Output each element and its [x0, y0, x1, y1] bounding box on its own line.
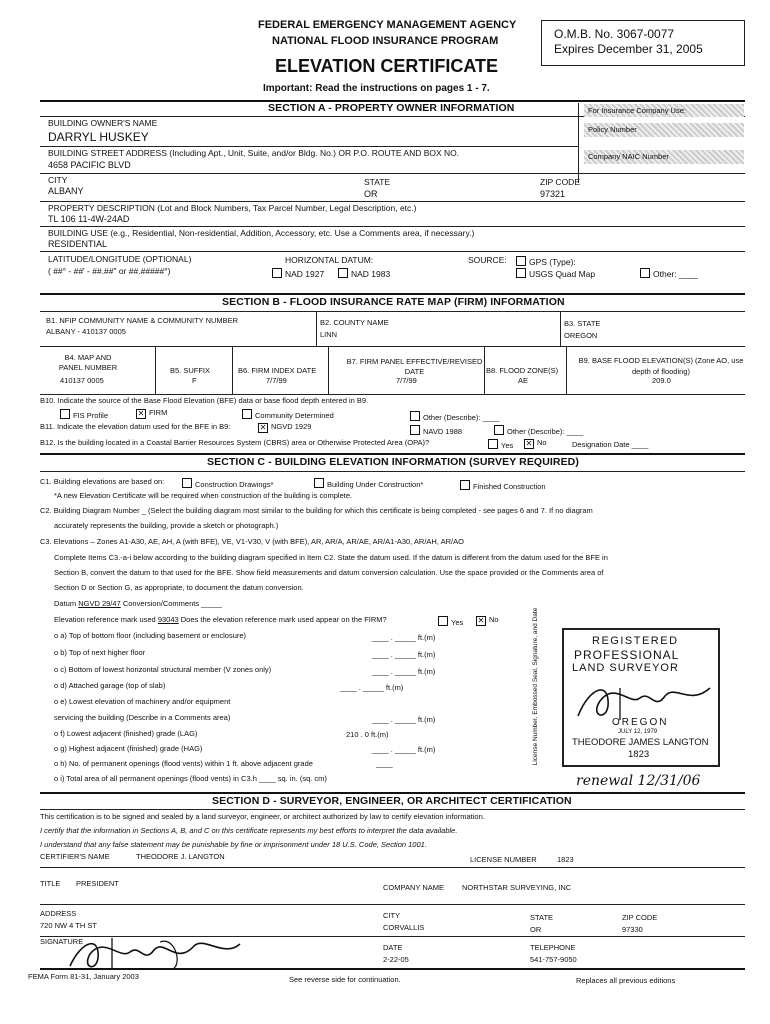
c3-item-f-value[interactable]: 210 . 0 ft.(m) — [346, 730, 389, 739]
b9-label: B9. BASE FLOOD ELEVATION(S) (Zone AO, use depth of flooding) — [578, 356, 744, 376]
omb-number: O.M.B. No. 3067-0077 — [554, 27, 675, 41]
b8-label: B8. FLOOD ZONE(S) — [486, 366, 559, 375]
ngvd-label: NGVD 1929 — [271, 422, 312, 431]
refmark-yes[interactable] — [438, 616, 463, 627]
b12-no-label: No — [537, 438, 547, 447]
section-b-heading: SECTION B - FLOOD INSURANCE RATE MAP (FIRM) INFORMATION — [222, 296, 565, 308]
city-label: CITY — [48, 175, 68, 185]
c2-line2: accurately represents the building, provide a sketch or photograph.) — [54, 521, 279, 530]
usgs-label: USGS Quad Map — [529, 269, 596, 279]
refmark-line — [54, 616, 387, 624]
nad1927-option[interactable] — [272, 268, 324, 279]
latlong-label: LATITUDE/LONGITUDE (OPTIONAL) — [48, 254, 192, 264]
omb-expires: Expires December 31, 2005 — [554, 42, 703, 56]
navd-label: NAVD 1988 — [423, 427, 463, 436]
b11-label: B11. Indicate the elevation datum used for the BFE in B9: — [40, 422, 231, 431]
designation-date: Designation Date ____ — [572, 440, 649, 449]
state-value[interactable]: OR — [364, 189, 378, 199]
usgs-option[interactable] — [516, 268, 595, 279]
c3-item-a: o a) Top of bottom floor (including basement or enclosure) — [54, 631, 247, 640]
under-construction-option[interactable] — [314, 478, 423, 489]
b6-value[interactable]: 7/7/99 — [266, 376, 287, 385]
finished-construction-label: Finished Construction — [473, 482, 546, 491]
b4-label: B4. MAP AND PANEL NUMBER — [58, 353, 118, 372]
c3-label: C3. Elevations – Zones A1-A30, AE, AH, A (with BFE), VE, V1-V30, V (with BFE), AR, AR/A, AR/AE, AR/A1-A30, AR/AH, AR/AO — [40, 537, 464, 546]
building-use-value[interactable]: RESIDENTIAL — [48, 239, 108, 249]
refmark-value[interactable]: 93043 — [157, 615, 179, 624]
datum-value[interactable]: NGVD 29/47 — [78, 599, 121, 608]
insurance-use-label: For Insurance Company Use: — [588, 106, 686, 115]
b12-no[interactable]: ✕ No — [525, 438, 547, 448]
program-name: NATIONAL FLOOD INSURANCE PROGRAM — [272, 35, 499, 47]
stamp-state: OREGON — [612, 717, 669, 728]
datum-label: Datum — [54, 599, 77, 608]
signature-label: SIGNATURE — [40, 937, 84, 946]
c3-item-g-value[interactable]: ____ . _____ ft.(m) — [372, 745, 436, 754]
stamp-name: THEODORE JAMES LANGTON — [572, 737, 709, 748]
c3-item-e2: servicing the building (Describe in a Comments area) — [54, 713, 231, 722]
c3-item-c-value[interactable]: ____ . _____ ft.(m) — [372, 667, 436, 676]
b9-value[interactable]: 209.0 — [652, 376, 671, 385]
address-label: ADDRESS — [40, 909, 77, 918]
surveyor-stamp — [562, 628, 720, 767]
nad1983-option[interactable] — [338, 268, 390, 279]
firm-option[interactable]: ✕ FIRM — [137, 408, 168, 418]
c3-item-h-value[interactable]: ____ — [376, 759, 393, 768]
c3-item-f: o f) Lowest adjacent (finished) grade (LAG) — [54, 729, 198, 738]
agency-name: FEDERAL EMERGENCY MANAGEMENT AGENCY — [258, 19, 517, 31]
construction-drawings-option[interactable] — [182, 478, 273, 489]
c2-line1: C2. Building Diagram Number _ (Select the building diagram most similar to the building for which this certificate is being completed - see pages 6 and 7. If no diagram — [40, 506, 593, 515]
instructions-note: Important: Read the instructions on pages 1 - 7. — [263, 83, 490, 94]
c3-line-c: Section D or Section G, as appropriate, to document the datum conversion. — [54, 583, 304, 592]
c3-item-a-value[interactable]: ____ . _____ ft.(m) — [372, 633, 436, 642]
policy-number-label: Policy Number — [588, 125, 637, 134]
company-label: COMPANY NAME — [383, 883, 444, 892]
refmark-label: Elevation reference mark used — [54, 615, 156, 624]
d-date-label: DATE — [383, 943, 403, 952]
b7-label: B7. FIRM PANEL EFFECTIVE/REVISED DATE — [346, 357, 483, 376]
source-label: SOURCE: — [468, 255, 507, 265]
c1-note: *A new Elevation Certificate will be required when construction of the building is complete. — [54, 491, 353, 500]
owner-value[interactable]: DARRYL HUSKEY — [48, 130, 149, 144]
ngvd-option[interactable]: ✕ NGVD 1929 — [259, 422, 312, 432]
c3-item-i: o i) Total area of all permanent openings (flood vents) in C3.h ____ sq. in. (sq. cm) — [54, 774, 327, 783]
state-label: STATE — [364, 177, 391, 187]
reverse-note: See reverse side for continuation. — [289, 975, 401, 984]
b8-value[interactable]: AE — [518, 376, 529, 385]
gps-option[interactable] — [516, 256, 576, 267]
b12-yes-label: Yes — [501, 441, 514, 450]
street-value[interactable]: 4658 PACIFIC BLVD — [48, 160, 131, 170]
b12-label: B12. Is the building located in a Coastal Barrier Resources System (CBRS) area or Otherwise Protected Area (OPA)? — [40, 438, 430, 447]
b7-value[interactable]: 7/7/99 — [396, 376, 417, 385]
phone-value[interactable]: 541-757-9050 — [530, 955, 577, 964]
cert-line-1: This certification is to be signed and sealed by a land surveyor, engineer, or architect authorized by law to certify elevation information. — [40, 812, 485, 821]
c3-item-b-value[interactable]: ____ . _____ ft.(m) — [372, 650, 436, 659]
c1-label: C1. Building elevations are based on: — [40, 477, 165, 486]
firm-label: FIRM — [149, 408, 168, 417]
fis-label: FIS Profile — [73, 411, 109, 420]
seal-side-label: License Number, Embossed Seal, Signature, and Date — [531, 607, 539, 766]
fis-option[interactable] — [60, 409, 108, 420]
refmark-no-label: No — [489, 615, 499, 624]
section-c-heading: SECTION C - BUILDING ELEVATION INFORMATION (SURVEY REQUIRED) — [207, 456, 579, 468]
under-construction-label: Building Under Construction* — [327, 480, 424, 489]
d-date-value[interactable]: 2-22-05 — [383, 955, 409, 964]
b2-value[interactable]: LINN — [320, 330, 338, 339]
conversion-label: Conversion/Comments — [122, 599, 200, 608]
c3-item-e-value[interactable]: ____ . _____ ft.(m) — [372, 715, 436, 724]
c3-item-e: o e) Lowest elevation of machinery and/or equipment — [54, 697, 231, 706]
policy-number-box[interactable] — [584, 123, 744, 137]
latlong-format: ( ##° - ##' - ##.##" or ##.#####°) — [48, 266, 171, 276]
cert-line-3: I understand that any false statement may be punishable by fine or imprisonment under 18 U.S. Code, Section 1001. — [40, 840, 427, 849]
c3-item-h: o h) No. of permanent openings (flood vents) within 1 ft. above adjacent grade — [54, 759, 313, 768]
address-value[interactable]: 720 NW 4 TH ST — [40, 921, 97, 930]
d-state-label: STATE — [530, 913, 554, 922]
nad1927-label: NAD 1927 — [285, 269, 325, 279]
b3-value[interactable]: OREGON — [564, 331, 598, 340]
stamp-land-surveyor: LAND SURVEYOR — [572, 662, 679, 674]
stamp-professional: PROFESSIONAL — [574, 648, 680, 662]
seal-side-label-box — [530, 607, 542, 766]
license-label: LICENSE NUMBER — [470, 855, 537, 864]
form-number: FEMA Form 81-31, January 2003 — [28, 972, 139, 981]
phone-label: TELEPHONE — [530, 943, 576, 952]
b5-label: B5. SUFFIX — [170, 366, 211, 375]
b10-label: B10. Indicate the source of the Base Flood Elevation (BFE) data or base flood depth entered in B9. — [40, 396, 369, 405]
d-state-value[interactable]: OR — [530, 925, 542, 934]
navd-option[interactable] — [410, 425, 462, 436]
refmark-question: Does the elevation reference mark used appear on the FIRM? — [180, 615, 387, 624]
community-label: Community Determined — [255, 411, 334, 420]
c3-item-g: o g) Highest adjacent (finished) grade (HAG) — [54, 744, 203, 753]
finished-construction-option[interactable] — [460, 480, 546, 491]
nad1983-label: NAD 1983 — [351, 269, 391, 279]
other-source-label: Other: — [653, 269, 677, 279]
b6-label: B6. FIRM INDEX DATE — [238, 366, 317, 375]
title-value[interactable]: PRESIDENT — [76, 879, 119, 888]
gps-label: GPS (Type): — [529, 257, 576, 267]
building-use-label: BUILDING USE (e.g., Residential, Non-residential, Addition, Accessory, etc. Use a Comments area, if necessary.) — [48, 228, 475, 238]
c3-line-a: Complete Items C3.-a-i below according to the building diagram specified in Item C2. State the datum used. If the datum is different from the datum used for the BFE in — [54, 553, 608, 562]
d-city-label: CITY — [383, 911, 401, 920]
zip-label: ZIP CODE — [540, 177, 580, 187]
company-value[interactable]: NORTHSTAR SURVEYING, INC — [462, 883, 572, 892]
community-option[interactable] — [242, 409, 334, 420]
stamp-number: 1823 — [628, 749, 650, 760]
other-describe-label: Other (Describe): — [423, 413, 481, 422]
c3-item-d-value[interactable]: ____ . _____ ft.(m) — [340, 683, 404, 692]
renewal-note: renewal 12/31/06 — [576, 773, 701, 789]
c3-line-b: Section B, convert the datum to that used for the BFE. Show field measurements and datum conversion calculation. Use the space provided or the Comments area of — [54, 568, 604, 577]
property-value[interactable]: TL 106 11-4W-24AD — [48, 214, 130, 224]
license-value[interactable]: 1823 — [557, 855, 574, 864]
omb-box — [541, 20, 745, 66]
datum-line: Datum NGVD 29/47 Conversion/Comments _____ — [54, 599, 223, 608]
stamp-registered: REGISTERED — [592, 635, 679, 647]
naic-number-box[interactable] — [584, 150, 744, 164]
refmark-yes-label: Yes — [451, 618, 464, 627]
b3-label: B3. STATE — [564, 319, 601, 328]
insurance-use-box — [584, 104, 744, 117]
stamp-date: JULY 12, 1979 — [618, 729, 658, 735]
certifier-label: CERTIFIER'S NAME — [40, 852, 110, 861]
d-city-value[interactable]: CORVALLIS — [383, 923, 425, 932]
other-describe-option[interactable]: Other (Describe): ____ — [410, 411, 499, 422]
d-zip-label: ZIP CODE — [622, 913, 658, 922]
other-source-option[interactable]: Other: ____ — [640, 268, 698, 279]
naic-number-label: Company NAIC Number — [588, 152, 669, 161]
c3-item-c: o c) Bottom of lowest horizontal structural member (V zones only) — [54, 665, 272, 674]
page-title: ELEVATION CERTIFICATE — [275, 56, 498, 76]
certifier-value[interactable]: THEODORE J. LANGTON — [136, 852, 225, 861]
street-label: BUILDING STREET ADDRESS (Including Apt., Unit, Suite, and/or Bldg. No.) OR P.O. ROUTE AND BOX NO. — [48, 148, 460, 158]
c3-item-d: o d) Attached garage (top of slab) — [54, 681, 166, 690]
b12-yes[interactable] — [488, 439, 513, 450]
cert-line-2: I certify that the information in Sections A, B, and C on this certificate represents my best efforts to interpret the data available. — [40, 826, 458, 835]
b5-value[interactable]: F — [192, 376, 197, 385]
zip-value[interactable]: 97321 — [540, 189, 566, 199]
d-zip-value[interactable]: 97330 — [622, 925, 643, 934]
section-d-heading: SECTION D - SURVEYOR, ENGINEER, OR ARCHITECT CERTIFICATION — [212, 795, 572, 807]
b2-label: B2. COUNTY NAME — [320, 318, 389, 327]
b1-label: B1. NFIP COMMUNITY NAME & COMMUNITY NUMBER — [46, 316, 239, 325]
section-a-heading: SECTION A - PROPERTY OWNER INFORMATION — [268, 102, 515, 114]
city-value[interactable]: ALBANY — [48, 186, 84, 196]
b1-value[interactable]: ALBANY - 410137 0005 — [46, 327, 126, 336]
replaces-note: Replaces all previous editions — [576, 976, 676, 985]
designation-date-label: Designation Date — [572, 440, 630, 449]
property-label: PROPERTY DESCRIPTION (Lot and Block Numbers, Tax Parcel Number, Legal Description, etc.) — [48, 203, 417, 213]
refmark-no[interactable]: ✕ No — [477, 615, 499, 625]
owner-label: BUILDING OWNER'S NAME — [48, 118, 158, 128]
title-label: TITLE — [40, 879, 61, 888]
horizontal-datum-label: HORIZONTAL DATUM: — [285, 255, 374, 265]
construction-drawings-label: Construction Drawings* — [195, 480, 274, 489]
other-datum-option[interactable]: Other (Describe): ____ — [494, 425, 583, 436]
c3-item-b: o b) Top of next higher floor — [54, 648, 146, 657]
other-datum-label: Other (Describe): — [507, 427, 565, 436]
b4-value[interactable]: 410137 0005 — [60, 376, 104, 385]
